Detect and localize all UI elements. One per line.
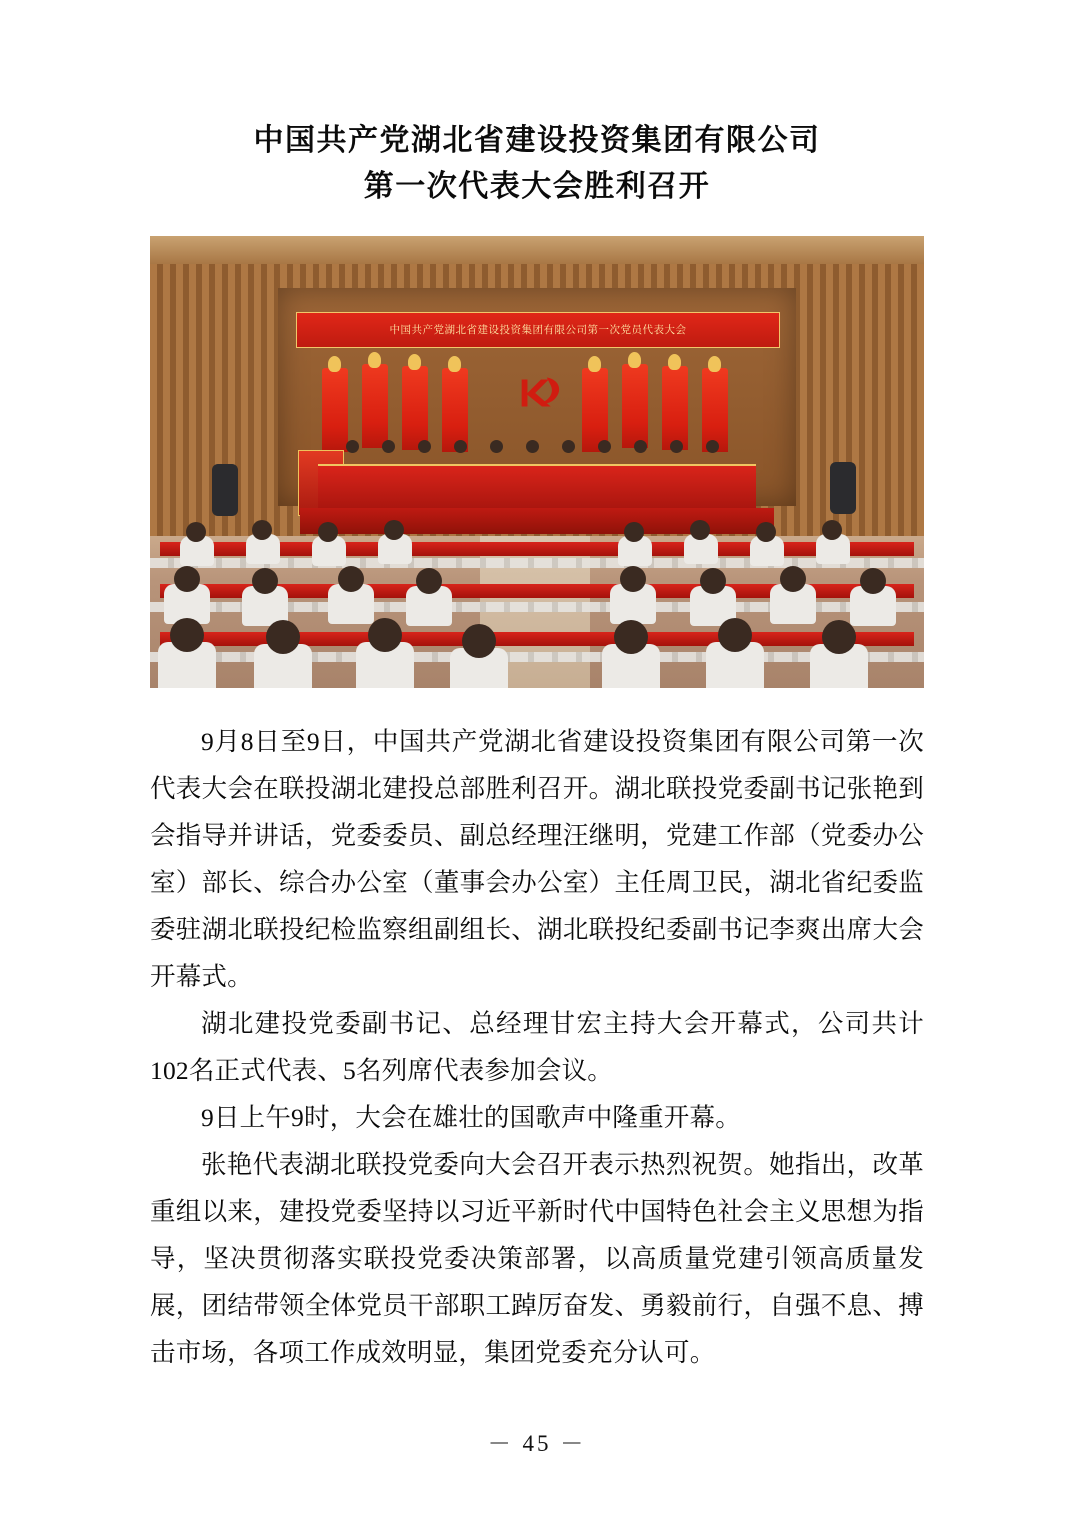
page-title bbox=[150, 118, 924, 210]
presidium-person bbox=[598, 440, 611, 453]
presidium-person bbox=[562, 440, 575, 453]
presidium-person bbox=[634, 440, 647, 453]
paragraph-1: 9月8日至9日，中国共产党湖北省建设投资集团有限公司第一次代表大会在联投湖北建投总部胜利召开。湖北联投党委副书记张艳到会指导并讲话，党委委员、副总经理汪继明，党建工作部（党委办公室）部长、综合办公室（董事会办公室）主任周卫民，湖北省纪委监委驻湖北联投纪检监察组副组长、湖北联投纪委副书记李爽出席大会开幕式。 bbox=[150, 727, 924, 991]
flag-left-2 bbox=[362, 364, 388, 448]
attendee-head bbox=[700, 568, 726, 594]
flag-right-2 bbox=[622, 364, 648, 448]
presidium-person bbox=[418, 440, 431, 453]
title-line-2: 第一次代表大会胜利召开 bbox=[363, 170, 711, 203]
title-line-1: 中国共产党湖北省建设投资集团有限公司 bbox=[253, 124, 821, 157]
presidium-person bbox=[382, 440, 395, 453]
camera-operator-right bbox=[830, 462, 856, 514]
attendee-head bbox=[690, 520, 710, 540]
camera-operator-left bbox=[212, 464, 238, 516]
paragraph-2: 湖北建投党委副书记、总经理甘宏主持大会开幕式，公司共计102名正式代表、5名列席代表参加会议。 bbox=[150, 1009, 924, 1085]
article-body bbox=[150, 718, 924, 1376]
presidium-person bbox=[346, 440, 359, 453]
ceiling bbox=[150, 236, 924, 264]
attendee-head bbox=[384, 520, 404, 540]
attendee-head bbox=[338, 566, 364, 592]
paragraph-4: 张艳代表湖北联投党委向大会召开表示热烈祝贺。她指出，改革重组以来，建投党委坚持以习近平新时代中国特色社会主义思想为指导，坚决贯彻落实联投党委决策部署，以高质量党建引领高质量发展，团结带领全体党员干部职工踔厉奋发、勇毅前行，自强不息、搏击市场，各项工作成效明显，集团党委充分认可。 bbox=[150, 1150, 924, 1367]
attendee-head bbox=[416, 568, 442, 594]
attendee-head bbox=[174, 566, 200, 592]
attendee-head bbox=[252, 520, 272, 540]
flag-right-3 bbox=[662, 366, 688, 450]
stage-banner: 中国共产党湖北省建设投资集团有限公司第一次党员代表大会 bbox=[296, 312, 780, 348]
flag-left-4 bbox=[442, 368, 468, 452]
attendee-head bbox=[368, 618, 402, 652]
attendee-head bbox=[462, 624, 496, 658]
attendee-head bbox=[822, 620, 856, 654]
conference-photo bbox=[150, 236, 924, 688]
attendee-head bbox=[170, 618, 204, 652]
attendee-head bbox=[614, 620, 648, 654]
attendee-head bbox=[780, 566, 806, 592]
flag-left-1 bbox=[322, 368, 348, 452]
presidium-person bbox=[706, 440, 719, 453]
attendee-head bbox=[266, 620, 300, 654]
attendee-head bbox=[186, 522, 206, 542]
flag-right-4 bbox=[702, 368, 728, 452]
attendee-head bbox=[860, 568, 886, 594]
paragraph-3: 9日上午9时，大会在雄壮的国歌声中隆重开幕。 bbox=[201, 1103, 741, 1132]
attendee-head bbox=[252, 568, 278, 594]
attendee-head bbox=[718, 618, 752, 652]
flag-left-3 bbox=[402, 366, 428, 450]
presidium-person bbox=[454, 440, 467, 453]
presidium-person bbox=[670, 440, 683, 453]
presidium-person bbox=[526, 440, 539, 453]
attendee-head bbox=[620, 566, 646, 592]
attendee-head bbox=[624, 522, 644, 542]
attendee-head bbox=[822, 520, 842, 540]
presidium-person bbox=[490, 440, 503, 453]
attendee-head bbox=[756, 522, 776, 542]
party-emblem-icon bbox=[512, 364, 570, 422]
stage-table bbox=[318, 464, 756, 512]
attendee-head bbox=[318, 522, 338, 542]
page-number: － 45 － bbox=[487, 1431, 587, 1456]
